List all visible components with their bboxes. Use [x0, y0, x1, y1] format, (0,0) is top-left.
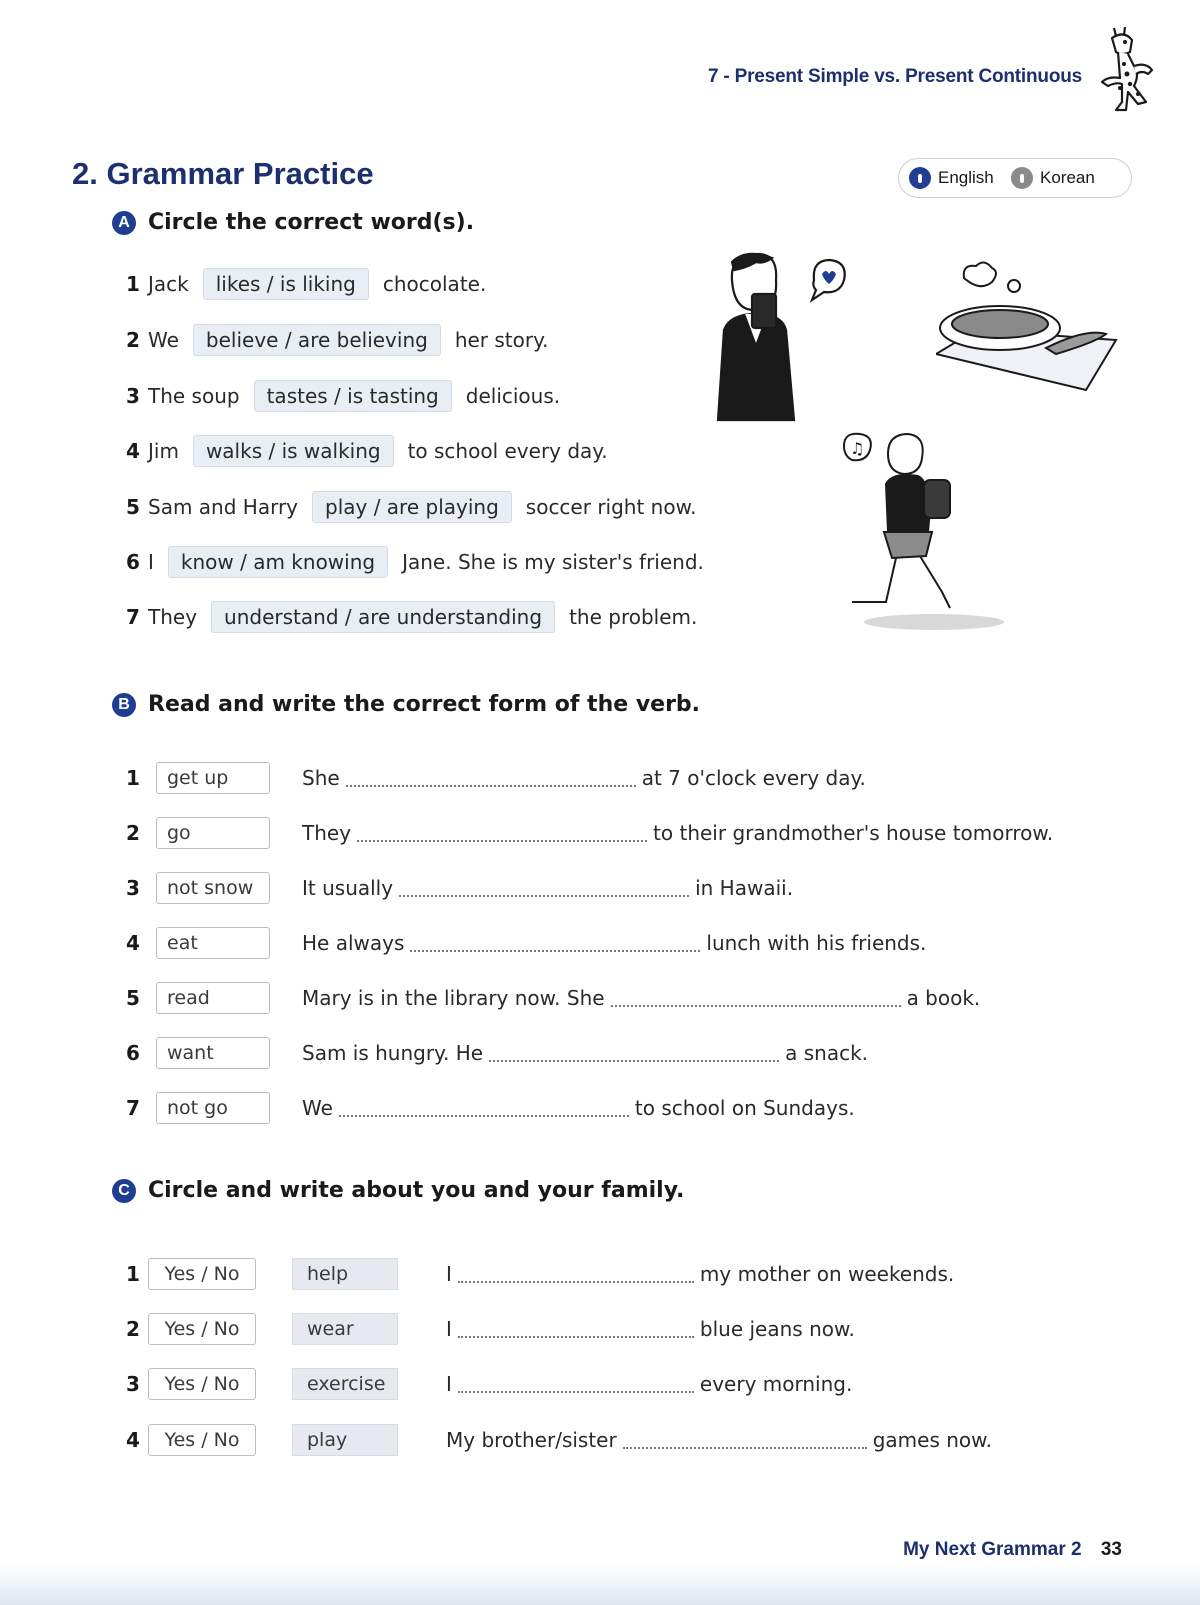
sentence-end: soccer right now. [525, 495, 697, 519]
item-number: 3 [126, 876, 140, 900]
task-b-item [126, 872, 793, 904]
item-number: 4 [126, 439, 140, 463]
word-choice[interactable]: know / am knowing [168, 546, 388, 578]
task-b-item [126, 982, 980, 1014]
sentence-end: Jane. She is my sister's friend. [402, 550, 704, 574]
page-bottom-band [0, 1565, 1200, 1605]
task-a-item [126, 491, 696, 523]
sentence-start: It usually [302, 876, 394, 900]
item-number: 1 [126, 272, 140, 296]
item-number: 2 [126, 1317, 140, 1341]
chapter-title: 7 - Present Simple vs. Present Continuous [707, 66, 1082, 87]
task-c-heading [112, 1178, 684, 1203]
word-choice[interactable]: understand / are understanding [211, 601, 555, 633]
answer-blank[interactable] [611, 989, 901, 1007]
sentence-start: I [446, 1262, 452, 1286]
item-number: 7 [126, 1096, 140, 1120]
audio-language-selector [898, 158, 1132, 198]
answer-blank[interactable] [489, 1044, 779, 1062]
task-a-item [126, 546, 704, 578]
speaker-icon [1011, 167, 1033, 189]
word-choice[interactable]: tastes / is tasting [254, 380, 452, 412]
sentence-end: at 7 o'clock every day. [641, 766, 866, 790]
boy-walking-illustration [842, 432, 1022, 632]
item-number: 1 [126, 766, 140, 790]
sentence-end: her story. [454, 328, 549, 352]
sentence-end: delicious. [465, 384, 561, 408]
sentence-start: We [148, 328, 179, 352]
answer-blank[interactable] [357, 824, 647, 842]
verb-hint-box: go [156, 817, 270, 849]
page-title: 2. Grammar Practice [72, 156, 374, 191]
sentence-end: to their grandmother's house tomorrow. [653, 821, 1054, 845]
speaker-icon [909, 167, 931, 189]
sentence-end: lunch with his friends. [706, 931, 927, 955]
sentence-start: She [302, 766, 340, 790]
page-footer [903, 1539, 1122, 1561]
boy-eating-chocolate-illustration [716, 250, 852, 426]
item-number: 7 [126, 605, 140, 629]
sentence-end: to school on Sundays. [634, 1096, 855, 1120]
task-b-badge: B [112, 693, 136, 717]
answer-blank[interactable] [346, 769, 636, 787]
item-number: 3 [126, 1372, 140, 1396]
task-b-instruction: Read and write the correct form of the verb. [148, 692, 701, 717]
yes-no-choice[interactable]: Yes / No [148, 1424, 256, 1456]
yes-no-choice[interactable]: Yes / No [148, 1313, 256, 1345]
item-number: 2 [126, 328, 140, 352]
task-c-item [126, 1258, 954, 1290]
verb-hint-box: not go [156, 1092, 270, 1124]
yes-no-choice[interactable]: Yes / No [148, 1258, 256, 1290]
page-number: 33 [1100, 1539, 1122, 1560]
sentence-start: Jim [148, 439, 179, 463]
verb-hint-box: read [156, 982, 270, 1014]
task-b-item [126, 927, 926, 959]
task-b-item [126, 817, 1053, 849]
giraffe-mascot-icon [1094, 26, 1158, 112]
sentence-start: They [148, 605, 198, 629]
sentence-start: The soup [148, 384, 240, 408]
sentence-start: Sam is hungry. He [302, 1041, 484, 1065]
sentence-end: in Hawaii. [695, 876, 794, 900]
answer-blank[interactable] [399, 879, 689, 897]
english-audio-label: English [938, 168, 994, 187]
sentence-start: Mary is in the library now. She [302, 986, 605, 1010]
sentence-start: I [446, 1372, 452, 1396]
item-number: 3 [126, 384, 140, 408]
word-choice[interactable]: likes / is liking [203, 268, 369, 300]
sentence-end: my mother on weekends. [699, 1262, 955, 1286]
task-c-badge: C [112, 1179, 136, 1203]
sentence-end: to school every day. [407, 439, 608, 463]
sentence-start: I [148, 550, 154, 574]
verb-hint-box: play [292, 1424, 398, 1456]
verb-hint-box: get up [156, 762, 270, 794]
item-number: 4 [126, 1428, 140, 1452]
word-choice[interactable]: play / are playing [312, 491, 512, 523]
yes-no-choice[interactable]: Yes / No [148, 1368, 256, 1400]
answer-blank[interactable] [410, 934, 700, 952]
task-a-item [126, 380, 560, 412]
item-number: 2 [126, 821, 140, 845]
sentence-end: a book. [906, 986, 981, 1010]
sentence-start: My brother/sister [446, 1428, 617, 1452]
english-audio-button[interactable] [909, 166, 994, 190]
sentence-end: games now. [872, 1428, 993, 1452]
korean-audio-label: Korean [1040, 168, 1095, 187]
task-c-item [126, 1313, 855, 1345]
verb-hint-box: wear [292, 1313, 398, 1345]
item-number: 5 [126, 495, 140, 519]
sentence-end: the problem. [569, 605, 698, 629]
task-a-badge: A [112, 211, 136, 235]
verb-hint-box: not snow [156, 872, 270, 904]
soup-bowl-illustration [936, 258, 1122, 408]
sentence-end: chocolate. [382, 272, 487, 296]
sentence-start: I [446, 1317, 452, 1341]
word-choice[interactable]: walks / is walking [193, 435, 394, 467]
sentence-end: every morning. [699, 1372, 853, 1396]
sentence-start: They [302, 821, 352, 845]
task-b-heading [112, 692, 700, 717]
task-b-item [126, 762, 866, 794]
task-b-item [126, 1037, 868, 1069]
sentence-start: Jack [148, 272, 189, 296]
task-c-item [126, 1424, 992, 1456]
task-a-item [126, 324, 548, 356]
answer-blank[interactable] [458, 1375, 694, 1393]
sentence-start: Sam and Harry [148, 495, 298, 519]
task-a-item [126, 268, 486, 300]
answer-blank[interactable] [339, 1099, 629, 1117]
verb-hint-box: want [156, 1037, 270, 1069]
item-number: 5 [126, 986, 140, 1010]
item-number: 4 [126, 931, 140, 955]
verb-hint-box: help [292, 1258, 398, 1290]
task-a-item [126, 601, 697, 633]
task-b-item [126, 1092, 855, 1124]
svg-text:♫: ♫ [850, 439, 865, 458]
sentence-end: a snack. [785, 1041, 869, 1065]
sentence-end: blue jeans now. [699, 1317, 855, 1341]
sentence-start: We [302, 1096, 333, 1120]
task-a-item [126, 435, 608, 467]
task-a-heading [112, 210, 474, 235]
answer-blank[interactable] [458, 1265, 694, 1283]
task-c-item [126, 1368, 852, 1400]
verb-hint-box: eat [156, 927, 270, 959]
item-number: 1 [126, 1262, 140, 1286]
item-number: 6 [126, 1041, 140, 1065]
task-c-instruction: Circle and write about you and your family. [148, 1178, 685, 1203]
answer-blank[interactable] [458, 1320, 694, 1338]
answer-blank[interactable] [623, 1431, 867, 1449]
sentence-start: He always [302, 931, 405, 955]
item-number: 6 [126, 550, 140, 574]
verb-hint-box: exercise [292, 1368, 398, 1400]
word-choice[interactable]: believe / are believing [193, 324, 441, 356]
task-a-instruction: Circle the correct word(s). [148, 210, 475, 235]
book-title: My Next Grammar 2 [903, 1539, 1082, 1560]
korean-audio-button[interactable] [1011, 166, 1095, 190]
